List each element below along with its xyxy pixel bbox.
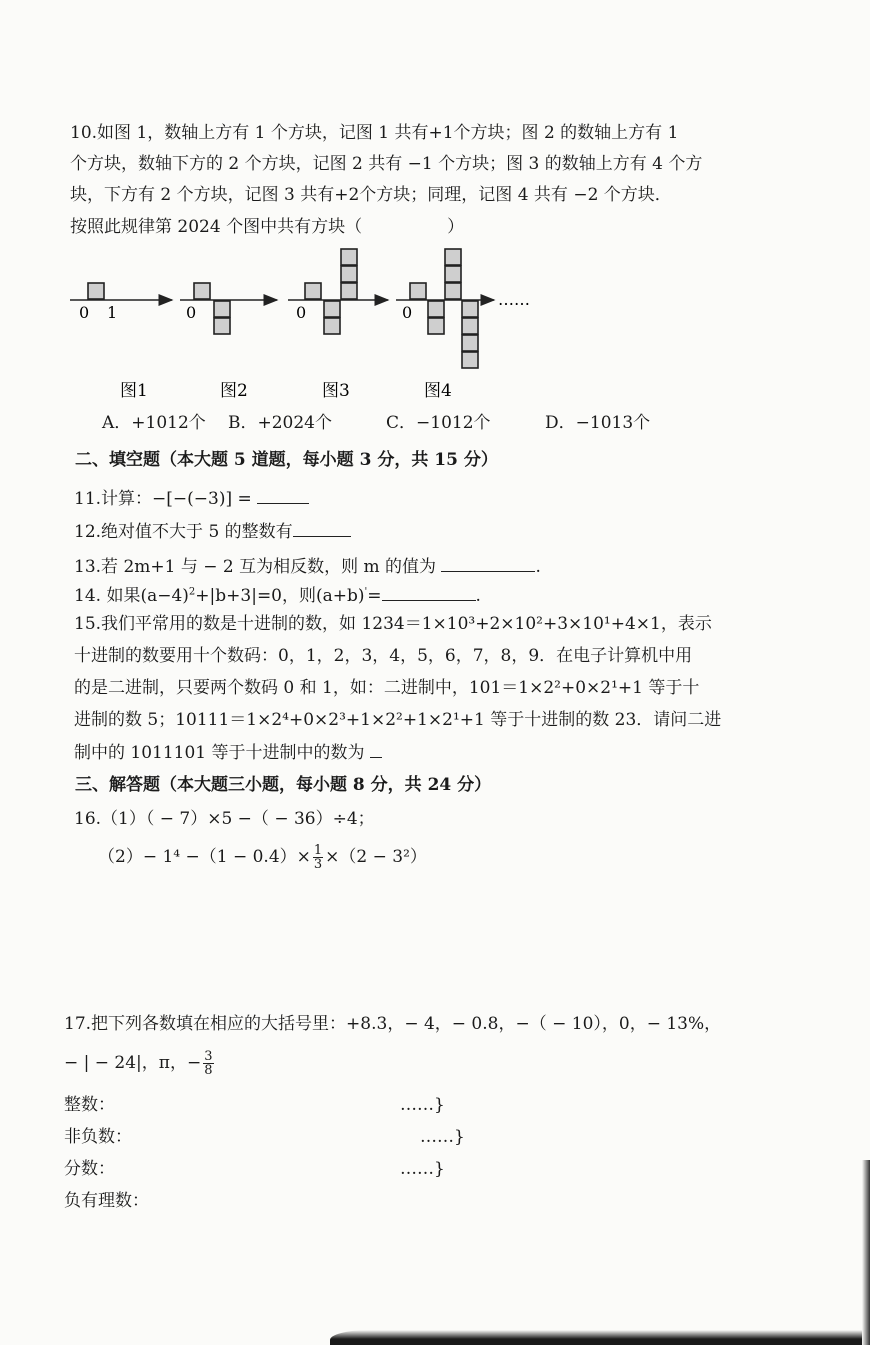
axis-zero-label: 0 — [296, 303, 307, 322]
q12-text: 12.绝对值不大于 5 的整数有 — [74, 522, 293, 542]
block — [324, 318, 340, 334]
q16-part-1: 16.（1）（ − 7）×5 −（ − 36）÷4； — [74, 809, 375, 829]
category-fractions-close: ……} — [400, 1159, 445, 1179]
q16-part-2-pre: （2）− 1⁴ −（1 − 0.4）× — [98, 847, 311, 867]
fraction-one-third: $\frac{1}{3}$ — [313, 843, 323, 872]
block — [445, 266, 461, 282]
category-nonnegative-close: ……} — [420, 1127, 465, 1147]
q14-base: $(a-4)^2$ — [140, 586, 196, 606]
block — [194, 283, 210, 299]
axis-zero-label: 0 — [186, 303, 197, 322]
figure-caption: 图1 — [120, 381, 148, 401]
q11-expression: −[−(−3)] = — [152, 489, 252, 509]
section-3-title: 三、解答题（本大题三小题，每小题 8 分，共 24 分） — [75, 775, 492, 795]
block — [214, 318, 230, 334]
category-nonnegative: 非负数： — [64, 1127, 132, 1147]
q14-dot: . — [475, 586, 481, 606]
q14 — [74, 584, 481, 607]
block — [341, 283, 357, 299]
block — [305, 283, 321, 299]
q15-line-3: 的是二进制，只要两个数码 0 和 1，如：二进制中，101＝1×2²+0×2¹+1 等于十 — [74, 678, 700, 698]
q11-answer-blank[interactable] — [257, 487, 309, 504]
block — [462, 318, 478, 334]
block — [341, 266, 357, 282]
block — [88, 283, 104, 299]
q13 — [74, 555, 541, 578]
q13-text: 13.若 2m+1 与 − 2 互为相反数，则 m 的值为 — [74, 557, 437, 577]
q16-part-2-post: ×（2 − 3²） — [325, 847, 427, 867]
q11 — [74, 487, 309, 510]
q10-line-4: 按照此规律第 2024 个图中共有方块（ ） — [70, 217, 465, 237]
scan-right-edge — [862, 1160, 870, 1345]
q17-line-1: 17.把下列各数填在相应的大括号里：+8.3，− 4，− 0.8，−（ − 10），0，− 13%， — [64, 1014, 722, 1034]
q13-end: . — [535, 557, 541, 577]
block — [445, 249, 461, 265]
block — [214, 301, 230, 317]
ellipsis: …… — [498, 290, 530, 309]
section-2-title: 二、填空题（本大题 5 道题，每小题 3 分，共 15 分） — [75, 450, 498, 470]
scan-edge-shadow — [330, 1330, 870, 1345]
category-fractions: 分数： — [64, 1159, 115, 1179]
q15-answer-blank[interactable] — [370, 741, 382, 758]
q17-line-2 — [64, 1050, 216, 1077]
q15-line-2: 十进制的数要用十个数码：0，1，2，3，4，5，6，7，8，9．在电子计算机中用 — [74, 646, 693, 666]
block — [462, 352, 478, 368]
q14-prefix: 14. 如果 — [74, 586, 141, 606]
q14-exponent: ' — [364, 586, 368, 598]
q16-part-2 — [98, 844, 427, 871]
category-negative-rational: 负有理数： — [64, 1191, 149, 1211]
q15-line-4: 进制的数 5；10111＝1×2⁴+0×2³+1×2²+1×2¹+1 等于十进制的数 23．请问二进 — [74, 710, 722, 730]
q10-line-3: 块，下方有 2 个方块，记图 3 共有+2个方块；同理，记图 4 共有 −2 个方块． — [70, 185, 672, 205]
q17-line-2-pre: − | − 24|，π，− — [64, 1053, 202, 1073]
block — [462, 301, 478, 317]
category-integers: 整数： — [64, 1095, 115, 1115]
q15-line-5 — [74, 741, 382, 764]
figure-caption: 图4 — [424, 381, 452, 401]
axis-one-label: 1 — [107, 303, 118, 322]
q14-end: = — [367, 586, 382, 606]
q15-line-5-text: 制中的 1011101 等于十进制中的数为 — [74, 743, 365, 763]
option-a[interactable]: A．+1012个 — [102, 413, 206, 433]
block-figure — [62, 240, 562, 410]
block — [341, 249, 357, 265]
fraction-three-eighths: $\frac{3}{8}$ — [204, 1049, 213, 1078]
figure-caption: 图2 — [220, 381, 248, 401]
block — [324, 301, 340, 317]
q10-line-2: 个方块，数轴下方的 2 个方块，记图 2 共有 −1 个方块；图 3 的数轴上方有 4 个方 — [70, 154, 703, 174]
q12 — [74, 520, 351, 543]
axis-zero-label: 0 — [402, 303, 413, 322]
q15-line-1: 15.我们平常用的数是十进制的数，如 1234＝1×10³+2×10²+3×10¹+4×1，表示 — [74, 614, 712, 634]
q14-answer-blank[interactable] — [382, 584, 476, 601]
figure-caption: 图3 — [322, 381, 350, 401]
q12-answer-blank[interactable] — [293, 520, 351, 537]
block — [462, 335, 478, 351]
q11-prefix: 11.计算： — [74, 489, 153, 509]
block — [428, 301, 444, 317]
option-d[interactable]: D．−1013个 — [545, 413, 651, 433]
option-c[interactable]: C．−1012个 — [386, 413, 491, 433]
block — [410, 283, 426, 299]
q14-mid: +|b+3|=0，则(a+b) — [195, 586, 365, 606]
q10-line-1: 10.如图 1，数轴上方有 1 个方块，记图 1 共有+1个方块；图 2 的数轴上方有 1 — [70, 123, 679, 143]
axis-zero-label: 0 — [79, 303, 90, 322]
block — [428, 318, 444, 334]
category-integers-close: ……} — [400, 1095, 445, 1115]
option-b[interactable]: B．+2024个 — [228, 413, 333, 433]
block — [445, 283, 461, 299]
q13-answer-blank[interactable] — [441, 555, 535, 572]
